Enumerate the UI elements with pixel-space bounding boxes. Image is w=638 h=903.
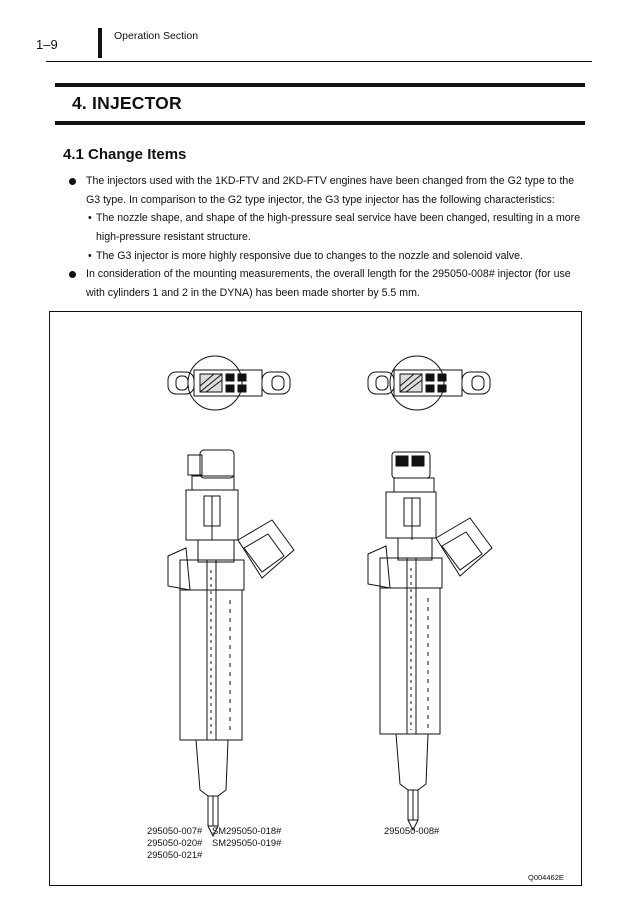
left-injector-drawing [168,450,294,836]
body-text-line: The nozzle shape, and shape of the high-pressure seal service have been changed, resulting in a more [96,212,581,224]
figure-code: Q004462E [528,873,564,882]
page-number: 1–9 [36,37,58,52]
sub-bullet-marker: • [88,250,92,262]
part-number-label: SM295050-018# [212,825,282,836]
body-text-line: The G3 injector is more highly responsive due to changes to the nozzle and solenoid valve. [96,250,523,262]
body-text-line: high-pressure resistant structure. [96,231,251,243]
body-text-line: G3 type. In comparison to the G2 type injector, the G3 type injector has the following characteristics: [86,194,555,206]
sub-bullet-marker: • [88,212,92,224]
part-number-label: SM295050-019# [212,837,282,848]
chapter-title: 4. INJECTOR [72,93,182,113]
part-number-label: 295050-020# [147,837,203,848]
subsection-title: 4.1 Change Items [63,146,187,163]
body-text-line: In consideration of the mounting measurements, the overall length for the 295050-008# injector (for use [86,268,571,280]
body-text-line: with cylinders 1 and 2 in the DYNA) has been made shorter by 5.5 mm. [86,287,420,299]
part-number-label: 295050-007# [147,825,203,836]
part-number-label: 295050-008# [384,825,440,836]
right-top-view-drawing [368,356,490,410]
section-label: Operation Section [114,30,199,42]
part-number-label: 295050-021# [147,849,203,860]
right-injector-drawing [368,452,492,830]
left-top-view-drawing [168,356,290,410]
body-text-line: The injectors used with the 1KD-FTV and 2KD-FTV engines have been changed from the G2 type to the [86,175,575,187]
